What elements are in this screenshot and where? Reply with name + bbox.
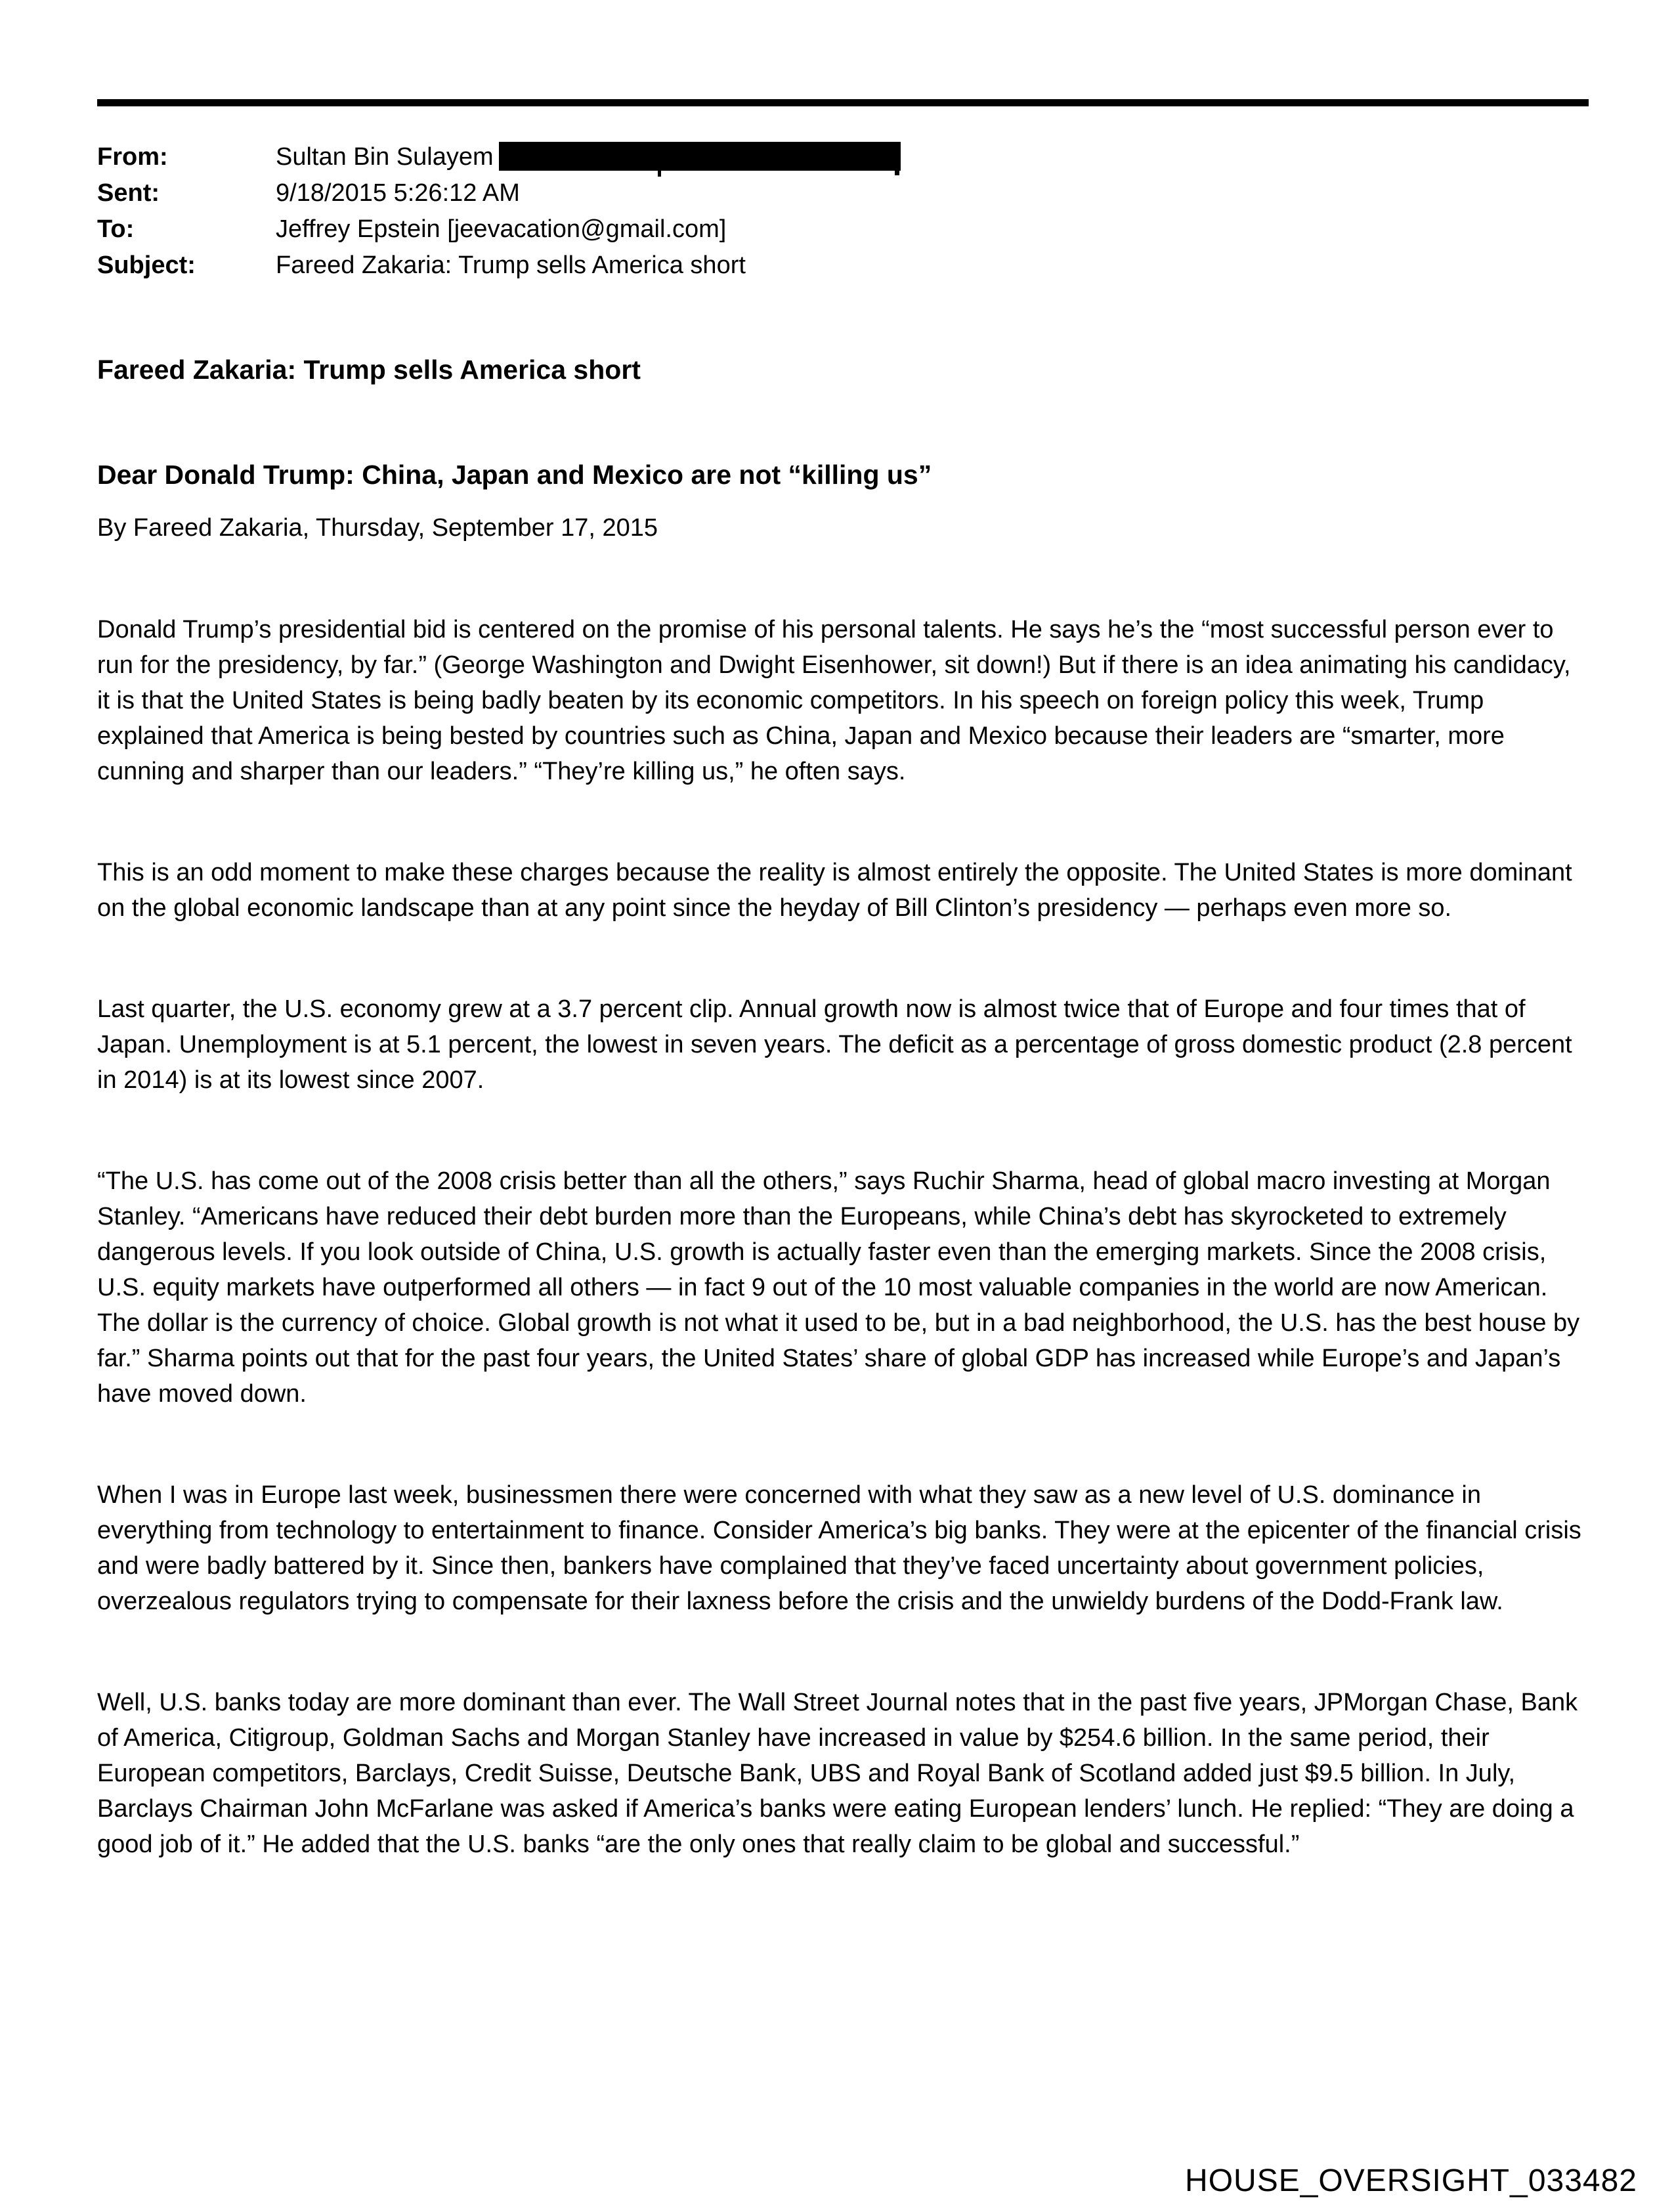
redaction-artifact (895, 170, 899, 175)
article-paragraph-5: When I was in Europe last week, businessmen there were concerned with what they saw as a new level of U.S. dominance in everything from technology to entertainment to finance. Consider America’s big banks. They were at the epicenter of the financial crisis and were badly battered by it. Since then, bankers have complained that they’ve faced uncertainty about government policies, overzealous regulators trying to compensate for their laxness before the crisis and the unwieldy burdens of the Dodd-Frank law. (97, 1481, 1581, 1615)
article-title: Fareed Zakaria: Trump sells America short (97, 355, 641, 385)
article-paragraph-1: Donald Trump’s presidential bid is centered on the promise of his personal talents. He says he’s the “most successful person ever to run for the presidency, by far.” (George Washington and Dwight Eisenhower, sit down!) But if there is an idea animating his candidacy, it is that the United States is being badly beaten by its economic competitors. In his speech on foreign policy this week, Trump explained that America is being bested by countries such as China, Japan and Mexico because their leaders are “smarter, more cunning and sharper than our leaders.” “They’re killing us,” he often says. (97, 616, 1571, 785)
header-value-to: Jeffrey Epstein [jeevacation@gmail.com] (276, 215, 727, 243)
header-label-from: From: (97, 143, 168, 171)
article-paragraph-4: “The U.S. has come out of the 2008 crisis better than all the others,” says Ruchir Sharma, head of global macro investing at Morgan Stanley. “Americans have reduced their debt burden more than the Europeans, while China’s debt has skyrocketed to extremely dangerous levels. If you look outside of China, U.S. growth is actually faster even than the emerging markets. Since the 2008 crisis, U.S. equity markets have outperformed all others — in fact 9 out of the 10 most valuable companies in the world are now American. The dollar is the currency of choice. Global growth is not what it used to be, but in a bad neighborhood, the U.S. has the best house by far.” Sharma points out that for the past four years, the United States’ share of global GDP has increased while Europe’s and Japan’s have moved down. (97, 1167, 1580, 1408)
header-row-subject (97, 248, 1589, 284)
header-value-subject: Fareed Zakaria: Trump sells America short (276, 251, 746, 279)
sender-name: Sultan Bin Sulayem (276, 143, 494, 171)
header-label-to: To: (97, 215, 135, 243)
email-header-block (97, 139, 1589, 284)
header-value-sent: 9/18/2015 5:26:12 AM (276, 179, 520, 207)
header-row-sent (97, 175, 1589, 211)
header-label-sent: Sent: (97, 179, 160, 207)
header-value-from (276, 139, 1589, 175)
redaction-artifact (658, 170, 661, 177)
article-paragraph-2: This is an odd moment to make these charges because the reality is almost entirely the opposite. The United States is more dominant on the global economic landscape than at any point since the heyday of Bill Clinton’s presidency — perhaps even more so. (97, 859, 1572, 922)
top-rule (97, 99, 1589, 106)
article-headline: Dear Donald Trump: China, Japan and Mexico are not “killing us” (97, 460, 932, 490)
bates-number: HOUSE_OVERSIGHT_033482 (1185, 2163, 1637, 2198)
header-label-subject: Subject: (97, 251, 196, 279)
redaction-bar (499, 142, 901, 171)
article-byline: By Fareed Zakaria, Thursday, September 17, 2015 (97, 514, 658, 542)
header-row-to (97, 211, 1589, 248)
header-row-from (97, 139, 1589, 175)
article-paragraph-3: Last quarter, the U.S. economy grew at a 3.7 percent clip. Annual growth now is almost twice that of Europe and four times that of Japan. Unemployment is at 5.1 percent, the lowest in seven years. The deficit as a percentage of gross domestic product (2.8 percent in 2014) is at its lowest since 2007. (97, 995, 1572, 1094)
article-paragraph-6: Well, U.S. banks today are more dominant than ever. The Wall Street Journal notes that in the past five years, JPMorgan Chase, Bank of America, Citigroup, Goldman Sachs and Morgan Stanley have increased in value by $254.6 billion. In the same period, their European competitors, Barclays, Credit Suisse, Deutsche Bank, UBS and Royal Bank of Scotland added just $9.5 billion. In July, Barclays Chairman John McFarlane was asked if America’s banks were eating European lenders’ lunch. He replied: “They are doing a good job of it.” He added that the U.S. banks “are the only ones that really claim to be global and successful.” (97, 1689, 1578, 1858)
